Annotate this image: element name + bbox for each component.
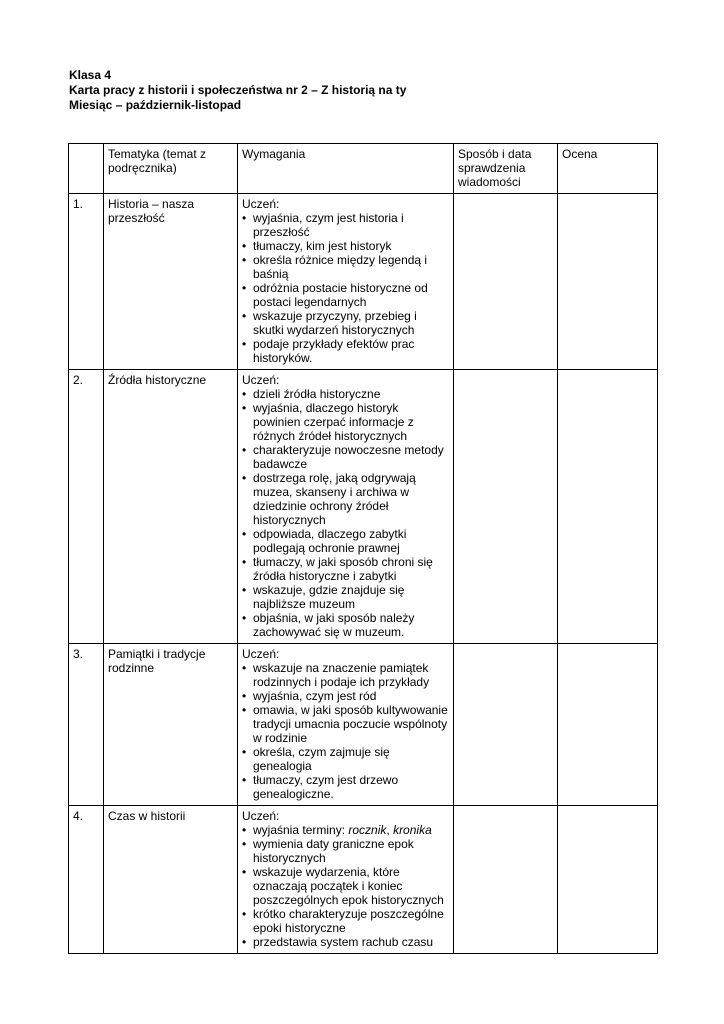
column-header-topic: Tematyka (temat z podręcznika) xyxy=(104,144,238,194)
topic-text: Historia – nasza przeszłość xyxy=(108,197,195,225)
requirements-table xyxy=(68,143,658,954)
class-label: Klasa 4 xyxy=(69,68,112,82)
requirement-item: • dzieli źródła historyczne xyxy=(242,387,449,401)
requirement-item: • podaje przykłady efektów prac historyków. xyxy=(242,337,449,365)
requirement-item: • charakteryzuje nowoczesne metody badawcze xyxy=(242,443,449,471)
requirements-list xyxy=(242,387,449,639)
row-number: 3. xyxy=(73,647,84,661)
requirement-item: • tłumaczy, czym jest drzewo genealogiczne. xyxy=(242,773,449,801)
requirement-item: • wyjaśnia, czym jest historia i przeszłość xyxy=(242,211,449,239)
requirements-lead: Uczeń: xyxy=(242,809,280,823)
document-header xyxy=(69,68,406,113)
assessment-cell xyxy=(454,644,558,806)
requirements-list xyxy=(242,661,449,801)
requirements-lead: Uczeń: xyxy=(242,197,280,211)
table-row xyxy=(69,370,658,644)
grade-cell xyxy=(558,194,658,370)
table-header-row xyxy=(69,144,658,194)
topic-text: Czas w historii xyxy=(108,809,186,823)
requirement-item: • odpowiada, dlaczego zabytki podlegają ochronie prawnej xyxy=(242,527,449,555)
requirement-item: • wyjaśnia, dlaczego historyk powinien czerpać informacje z różnych źródeł historycznych xyxy=(242,401,449,443)
topic-cell xyxy=(104,644,238,806)
table-row xyxy=(69,194,658,370)
requirements-list xyxy=(242,211,449,365)
requirement-item: • wyjaśnia, czym jest ród xyxy=(242,689,449,703)
table-row xyxy=(69,644,658,806)
worksheet-title: Karta pracy z historii i społeczeństwa nr 2 – Z historią na ty xyxy=(69,83,407,97)
month-label: Miesiąc – październik-listopad xyxy=(69,98,242,112)
row-number-cell xyxy=(69,370,104,644)
assessment-cell xyxy=(454,370,558,644)
requirement-item: • dostrzega rolę, jaką odgrywają muzea, skanseny i archiwa w dziedzinie ochrony źródeł historycznych xyxy=(242,471,449,527)
requirements-cell xyxy=(238,194,454,370)
requirements-lead: Uczeń: xyxy=(242,647,280,661)
topic-cell xyxy=(104,370,238,644)
column-header-grade: Ocena xyxy=(558,144,658,194)
requirement-item: • odróżnia postacie historyczne od postaci legendarnych xyxy=(242,281,449,309)
column-header-assessment: Sposób i data sprawdzenia wiadomości xyxy=(454,144,558,194)
grade-cell xyxy=(558,806,658,954)
requirement-item: • wyjaśnia terminy: rocznik, kronika xyxy=(242,823,449,837)
grade-cell xyxy=(558,644,658,806)
row-number-cell xyxy=(69,806,104,954)
requirements-cell xyxy=(238,370,454,644)
topic-text: Źródła historyczne xyxy=(108,373,207,387)
requirement-item: • objaśnia, w jaki sposób należy zachowywać się w muzeum. xyxy=(242,611,449,639)
requirement-item: • wskazuje na znaczenie pamiątek rodzinnych i podaje ich przykłady xyxy=(242,661,449,689)
requirement-item: • omawia, w jaki sposób kultywowanie tradycji umacnia poczucie wspólnoty w rodzinie xyxy=(242,703,449,745)
topic-cell xyxy=(104,194,238,370)
requirement-item: • tłumaczy, kim jest historyk xyxy=(242,239,449,253)
requirements-cell xyxy=(238,806,454,954)
topic-text: Pamiątki i tradycje rodzinne xyxy=(108,647,206,675)
requirement-item: • określa różnice między legendą i baśnią xyxy=(242,253,449,281)
requirement-item: • określa, czym zajmuje się genealogia xyxy=(242,745,449,773)
requirement-item: • tłumaczy, w jaki sposób chroni się źródła historyczne i zabytki xyxy=(242,555,449,583)
requirements-list xyxy=(242,823,449,949)
requirement-item: • przedstawia system rachub czasu xyxy=(242,935,449,949)
column-header-number xyxy=(69,144,104,194)
requirements-lead: Uczeń: xyxy=(242,373,280,387)
grade-cell xyxy=(558,370,658,644)
row-number: 2. xyxy=(73,373,84,387)
requirement-item: • krótko charakteryzuje poszczególne epoki historyczne xyxy=(242,907,449,935)
table-row xyxy=(69,806,658,954)
topic-cell xyxy=(104,806,238,954)
row-number: 1. xyxy=(73,197,84,211)
requirement-item: • wymienia daty graniczne epok historycznych xyxy=(242,837,449,865)
requirements-cell xyxy=(238,644,454,806)
row-number: 4. xyxy=(73,809,84,823)
requirement-item: • wskazuje, gdzie znajduje się najbliższe muzeum xyxy=(242,583,449,611)
row-number-cell xyxy=(69,644,104,806)
requirement-item: • wskazuje wydarzenia, które oznaczają początek i koniec poszczególnych epok historycznych xyxy=(242,865,449,907)
row-number-cell xyxy=(69,194,104,370)
requirement-item: • wskazuje przyczyny, przebieg i skutki wydarzeń historycznych xyxy=(242,309,449,337)
assessment-cell xyxy=(454,194,558,370)
assessment-cell xyxy=(454,806,558,954)
column-header-requirements: Wymagania xyxy=(238,144,454,194)
